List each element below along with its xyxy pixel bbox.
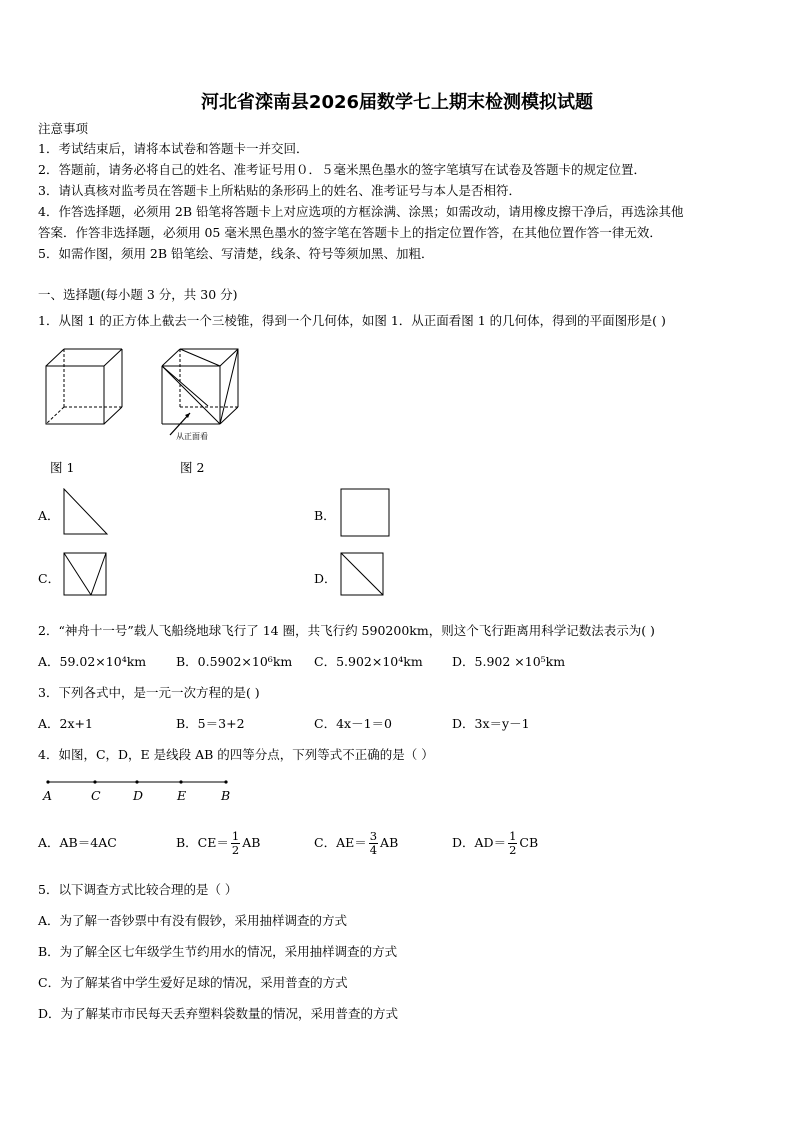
- notice-item: 答案．作答非选择题，必须用 05 毫米黑色墨水的签字笔在答题卡上的指定位置作答，在其他位置作答一律无效．: [38, 225, 662, 240]
- q3-option-c[interactable]: C．4x－1＝0: [314, 716, 392, 731]
- view-direction-label: 从正面看: [176, 432, 208, 441]
- notice-heading: 注意事项: [38, 121, 89, 136]
- q4-option-b[interactable]: [176, 822, 260, 864]
- point-label-c: C: [91, 788, 101, 803]
- q1-option-b-figure: [340, 488, 392, 538]
- section-heading: 一、选择题(每小题 3 分，共 30 分): [38, 287, 238, 302]
- q4-option-d-suffix: CB: [519, 835, 539, 850]
- q1-option-c-figure: [63, 552, 109, 598]
- q3-option-b[interactable]: B．5＝3+2: [176, 716, 245, 731]
- q4-option-c[interactable]: [314, 822, 398, 864]
- q1-option-b[interactable]: B．: [314, 508, 336, 523]
- q4-option-c-suffix: AB: [380, 835, 399, 850]
- q3-option-a[interactable]: A．2x+1: [38, 716, 93, 731]
- q2-option-b[interactable]: B．0.5902×10⁶km: [176, 654, 293, 669]
- q1-option-d[interactable]: D．: [314, 571, 337, 586]
- fraction-one-half: $\frac{1}{2}$: [231, 829, 240, 857]
- page-title: 河北省滦南县2026届数学七上期末检测模拟试题: [200, 92, 594, 113]
- question-2-stem: 2．“神舟十一号”载人飞船绕地球飞行了 14 圈，共飞行约 590200km，则这个飞行距离用科学记数法表示为( ): [38, 623, 655, 638]
- q1-option-d-figure: [340, 552, 386, 598]
- q5-option-b[interactable]: B．为了解全区七年级学生节约用水的情况，采用抽样调查的方式: [38, 944, 398, 959]
- q5-option-d[interactable]: D．为了解某市市民每天丢弃塑料袋数量的情况，采用普查的方式: [38, 1006, 399, 1021]
- q2-option-c[interactable]: C．5.902×10⁴km: [314, 654, 423, 669]
- notice-item: 5．如需作图，须用 2B 铅笔绘、写清楚，线条、符号等须加黑、加粗．: [38, 246, 434, 261]
- q2-option-d[interactable]: D．5.902 ×10⁵km: [452, 654, 566, 669]
- q4-option-d[interactable]: [452, 822, 538, 864]
- point-label-b: B: [221, 788, 231, 803]
- q4-option-b-suffix: AB: [242, 835, 261, 850]
- q1-option-c[interactable]: C．: [38, 571, 61, 586]
- point-label-e: E: [177, 788, 187, 803]
- q1-option-a[interactable]: A．: [38, 508, 60, 523]
- q5-option-c[interactable]: C．为了解某省中学生爱好足球的情况，采用普查的方式: [38, 975, 348, 990]
- q5-option-a[interactable]: A．为了解一沓钞票中有没有假钞，采用抽样调查的方式: [38, 913, 348, 928]
- q3-option-d[interactable]: D．3x＝y－1: [452, 716, 530, 731]
- point-label-a: A: [43, 788, 53, 803]
- figure-2-cut-cube: [160, 348, 244, 438]
- question-5-stem: 5．以下调查方式比较合理的是（ ）: [38, 882, 238, 897]
- notice-item: 4．作答选择题，必须用 2B 铅笔将答题卡上对应选项的方框涂满、涂黑；如需改动，请用橡皮擦干净后，再选涂其他: [38, 204, 684, 219]
- notice-item: 3．请认真核对监考员在答题卡上所粘贴的条形码上的姓名、准考证号与本人是否相符．: [38, 183, 521, 198]
- question-3-stem: 3．下列各式中，是一元一次方程的是( ): [38, 685, 260, 700]
- figure-2-caption: 图 2: [180, 460, 205, 475]
- figure-1-caption: 图 1: [50, 460, 75, 475]
- q4-option-a[interactable]: A．AB＝4AC: [38, 835, 117, 850]
- segment-ab-figure: [44, 778, 234, 786]
- fraction-one-half: $\frac{1}{2}$: [509, 829, 517, 857]
- question-4-stem: 4．如图，C，D，E 是线段 AB 的四等分点，下列等式不正确的是（ ）: [38, 747, 434, 762]
- q2-option-a[interactable]: A．59.02×10⁴km: [38, 654, 147, 669]
- fraction-three-quarters: $\frac{3}{4}$: [369, 829, 378, 857]
- point-label-d: D: [133, 788, 144, 803]
- notice-item: 1．考试结束后，请将本试卷和答题卡一并交回．: [38, 141, 309, 156]
- q1-option-a-figure: [63, 488, 109, 536]
- q4-option-b-prefix: B．CE＝: [176, 835, 229, 850]
- notice-item: 2．答题前，请务必将自己的姓名、准考证号用０．５毫米黑色墨水的签字笔填写在试卷及答题卡的规定位置．: [38, 162, 646, 177]
- figure-1-cube: [44, 348, 124, 426]
- q4-option-c-prefix: C．AE＝: [314, 835, 367, 850]
- question-1-stem: 1．从图 1 的正方体上截去一个三棱锥，得到一个几何体，如图 1．从正面看图 1 的几何体，得到的平面图形是( ): [38, 313, 666, 328]
- q4-option-d-prefix: D．AD＝: [452, 835, 507, 850]
